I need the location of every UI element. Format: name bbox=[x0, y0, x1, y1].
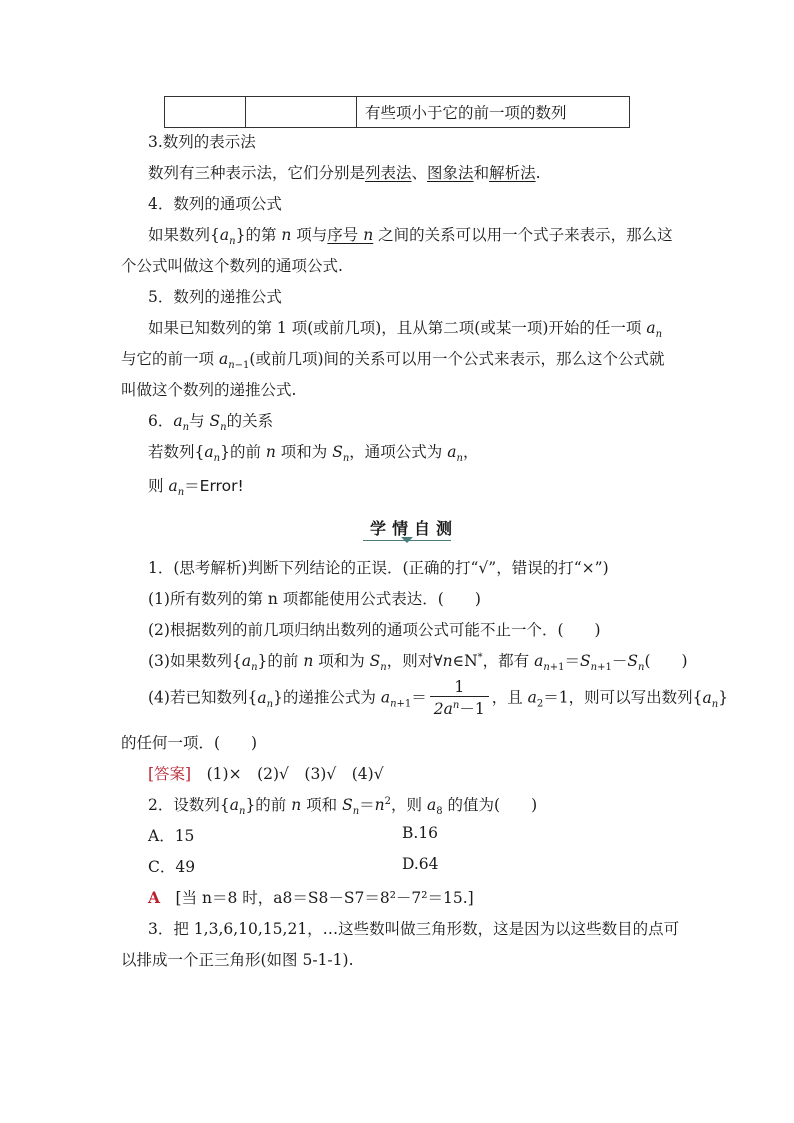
section-6-heading: 6．$a_n$与 $S_n$的关系 bbox=[148, 412, 274, 434]
self-test-badge: 学情自测 bbox=[370, 519, 459, 538]
q1-item-1: (1)所有数列的第 n 项都能使用公式表达．( ) bbox=[148, 590, 481, 608]
section-6-line-2: 则 $a_n=Error$! bbox=[148, 477, 244, 499]
table-fragment bbox=[164, 96, 630, 128]
q1-item-4: (4)若已知数列$\{a_n\}$的递推公式为 $a_{n+1}=$ $\frac{1}{2a^n-1}$ ，且 $a_2=1$，则可以写出数列$\{a_n\}$ bbox=[148, 678, 729, 718]
q3-line-1: 3．把 1,3,6,10,15,21，…这些数叫做三角形数，这是因为以这些数目的点可 bbox=[148, 920, 680, 938]
badge-arrow-icon bbox=[401, 537, 413, 543]
section-4-heading: 4．数列的通项公式 bbox=[148, 195, 282, 213]
section-4-line-1: 如果数列$\{a_n\}$的第 n 项与序号 n 之间的关系可以用一个式子来表示，那么这 bbox=[148, 226, 673, 248]
table-cell bbox=[246, 97, 357, 128]
table-cell: 有些项小于它的前一项的数列 bbox=[357, 97, 630, 128]
q2-solution: A [当 n＝8 时，a8＝S8－S7＝8²－7²＝15.] bbox=[148, 888, 474, 907]
table-row bbox=[165, 97, 630, 128]
section-5-line-2: 与它的前一项 $a_{n-1}$(或前几项)间的关系可以用一个公式来表示，那么这个公式就 bbox=[121, 350, 665, 372]
section-6-line-1: 若数列$\{a_n\}$的前 n 项和为 $S_n$，通项公式为 $a_n$， bbox=[148, 443, 479, 465]
q1-item-3: (3)如果数列$\{a_n\}$的前 n 项和为 $S_n$，则对∀n∈N*，都有 $a_{n+1}=S_{n+1}-S_n$( ) bbox=[148, 651, 688, 674]
q3-line-2: 以排成一个正三角形(如图 5-1-1). bbox=[121, 951, 354, 969]
q1-item-2: (2)根据数列的前几项归纳出数列的通项公式可能不止一个．( ) bbox=[148, 621, 601, 639]
q2-option-a: A．15 bbox=[148, 827, 195, 845]
section-3-text: 数列有三种表示法，它们分别是列表法、图象法和解析法. bbox=[148, 164, 541, 182]
q1-item-4-line-2: 的任何一项．( ) bbox=[121, 734, 258, 752]
q2-option-b: B.16 bbox=[402, 824, 439, 842]
section-5-line-3: 叫做这个数列的递推公式. bbox=[121, 381, 297, 399]
q2-option-d: D.64 bbox=[402, 855, 439, 873]
section-3-heading: 3.数列的表示法 bbox=[148, 133, 256, 151]
table-cell bbox=[165, 97, 246, 128]
answer-label: [答案] bbox=[148, 765, 192, 783]
section-4-line-2: 个公式叫做这个数列的通项公式. bbox=[121, 257, 343, 275]
section-5-heading: 5．数列的递推公式 bbox=[148, 288, 282, 306]
q2-stem: 2．设数列$\{a_n\}$的前 n 项和 $S_n=n^2$，则 $a_8$ 的值为( ) bbox=[148, 795, 538, 818]
section-5-line-1: 如果已知数列的第 1 项(或前几项)，且从第二项(或某一项)开始的任一项 $a_n$ bbox=[148, 319, 663, 341]
q1-answer: [答案] (1)× (2)√ (3)√ (4)√ bbox=[148, 765, 384, 783]
q2-option-c: C．49 bbox=[148, 858, 196, 876]
q1-title: 1．(思考解析)判断下列结论的正误．(正确的打“√”，错误的打“×”) bbox=[148, 559, 609, 577]
fraction: $\frac{1}{2a^n-1}$ bbox=[430, 678, 489, 719]
